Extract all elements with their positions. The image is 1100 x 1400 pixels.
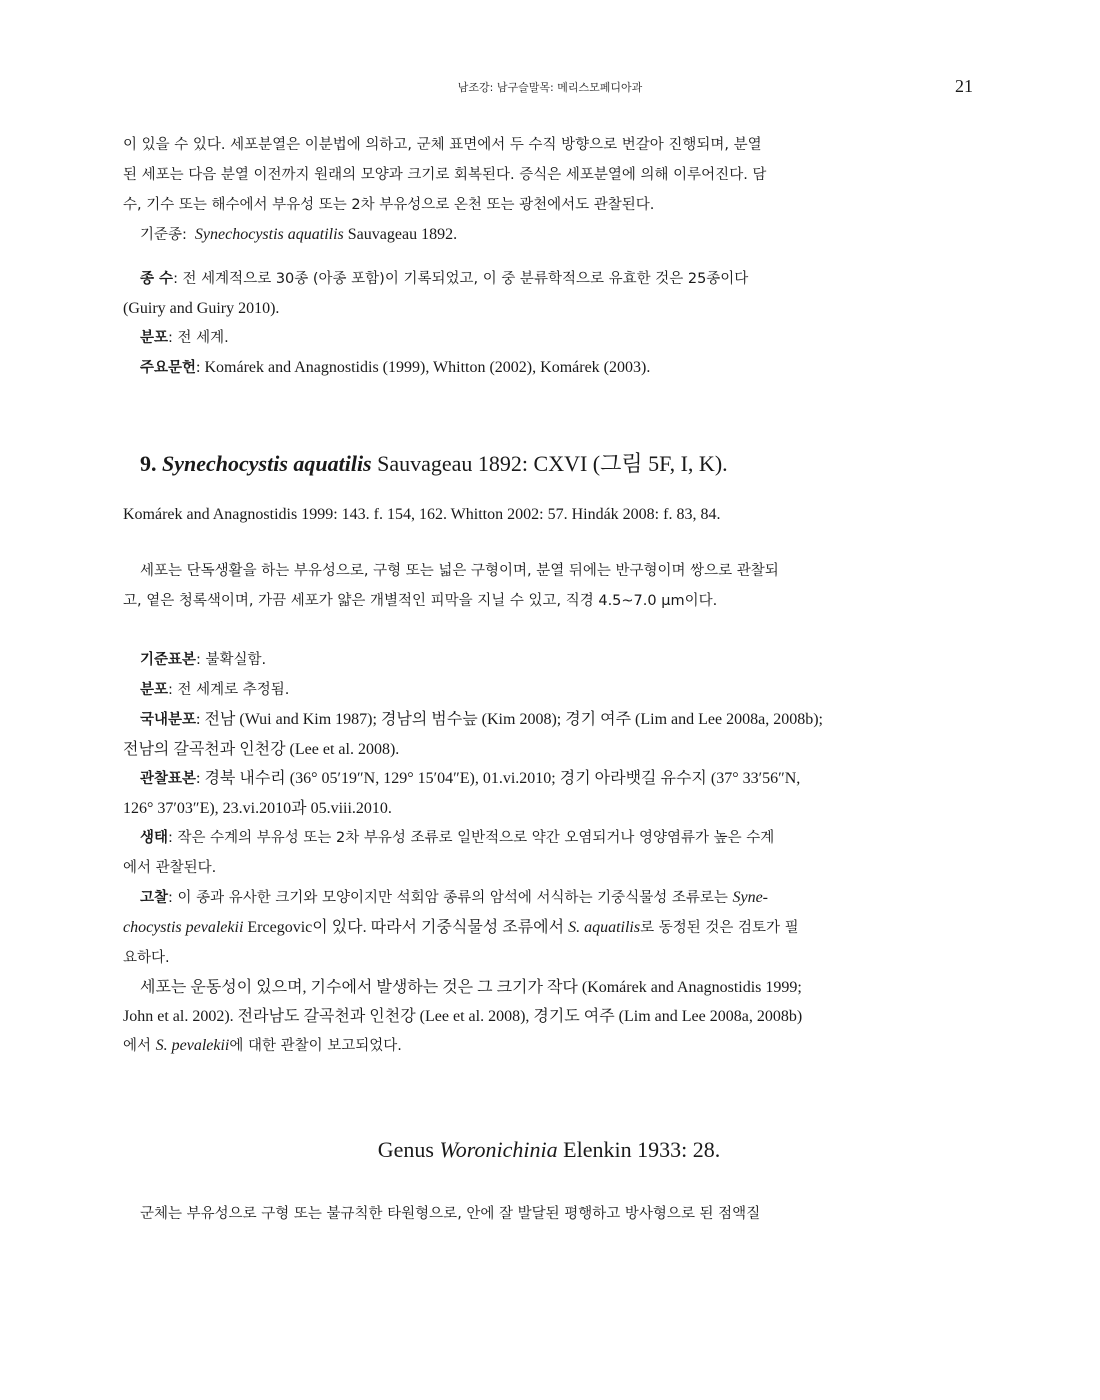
distribution-line: 분포: 전 세계로 추정됨.: [140, 682, 290, 698]
intro-line: 이 있을 수 있다. 세포분열은 이분법에 의하고, 군체 표면에서 두 수직 방향으로 번갈아 진행되며, 분열: [123, 137, 762, 153]
description-line: 고, 옅은 청록색이며, 가끔 세포가 얇은 개별적인 피막을 지닐 수 있고, 직경 4.5~7.0 μm이다.: [123, 593, 718, 609]
korean-distribution-line: 국내분포: 전남 (Wui and Kim 1987); 경남의 범수늪 (Kim 2008); 경기 여주 (Lim and Lee 2008a, 2008b);: [140, 711, 823, 728]
remarks-line: John et al. 2002). 전라남도 갈곡천과 인천강 (Lee et al. 2008), 경기도 여주 (Lim and Lee 2008a, 2008b): [123, 1008, 803, 1025]
species-count-label: 종 수: [140, 271, 174, 287]
genus-description-line: 군체는 부유성으로 구형 또는 불규칙한 타원형으로, 안에 잘 발달된 평행하고 방사형으로 된 점액질: [140, 1206, 761, 1222]
remarks-line: 고찰: 이 종과 유사한 크기와 모양이지만 석회암 종류의 암석에 서식하는 기중식물성 조류로는 Syne-: [140, 889, 768, 906]
intro-line: 된 세포는 다음 분열 이전까지 원래의 모양과 크기로 회복된다. 증식은 세포분열에 의해 이루어진다. 담: [123, 167, 767, 183]
genus-name: Woronichinia: [439, 1137, 558, 1162]
remarks-line: 세포는 운동성이 있으며, 기수에서 발생하는 것은 그 크기가 작다 (Komárek and Anagnostidis 1999;: [140, 979, 802, 996]
holotype-line: 기준표본: 불확실함.: [140, 652, 267, 668]
genus-heading: Genus Woronichinia Elenkin 1933: 28.: [377, 1137, 721, 1162]
species-count-line: (Guiry and Guiry 2010).: [123, 300, 280, 317]
ecology-line: 에서 관찰된다.: [123, 860, 217, 876]
page-number: 21: [955, 76, 973, 96]
species-citation: Komárek and Anagnostidis 1999: 143. f. 154, 162. Whitton 2002: 57. Hindák 2008: f. 83, 84.: [123, 506, 721, 523]
page-header: [125, 76, 975, 100]
species-name: Synechocystis aquatilis: [162, 451, 372, 476]
distribution-line: 분포: 전 세계.: [140, 330, 229, 346]
type-species-name: Synechocystis aquatilis: [194, 226, 344, 243]
remarks-line: 에서 S. pevalekii에 대한 관찰이 보고되었다.: [123, 1037, 402, 1054]
intro-line: 수, 기수 또는 해수에서 부유성 또는 2차 부유성으로 온천 또는 광천에서도 관찰된다.: [123, 197, 655, 213]
specimen-line: 126° 37′03″E), 23.vi.2010과 05.viii.2010.: [123, 800, 392, 817]
description-line: 세포는 단독생활을 하는 부유성으로, 구형 또는 넓은 구형이며, 분열 뒤에는 반구형이며 쌍으로 관찰되: [140, 563, 779, 579]
ecology-line: 생태: 작은 수계의 부유성 또는 2차 부유성 조류로 일반적으로 약간 오염되거나 영양염류가 높은 수계: [140, 830, 775, 846]
specimen-line: 관찰표본: 경북 내수리 (36° 05′19″N, 129° 15′04″E), 01.vi.2010; 경기 아라뱃길 유수지 (37° 33′56″N,: [140, 770, 801, 787]
remarks-line: 요하다.: [123, 950, 170, 966]
references-line: 주요문헌: Komárek and Anagnostidis (1999), Whitton (2002), Komárek (2003).: [140, 359, 651, 376]
species-count-line: 종 수: 전 세계적으로 30종 (아종 포함)이 기록되었고, 이 중 분류학적으로 유효한 것은 25종이다: [140, 271, 749, 287]
remarks-line: chocystis pevalekii Ercegovic이 있다. 따라서 기중식물성 조류에서 S. aquatilis로 동정된 것은 검토가 필: [123, 919, 799, 936]
korean-distribution-line: 전남의 갈곡천과 인천강 (Lee et al. 2008).: [123, 741, 400, 758]
type-species-line: 기준종: Synechocystis aquatilis Sauvageau 1892.: [140, 226, 458, 243]
species-heading: 9. Synechocystis aquatilis Sauvageau 1892: CXVI (그림 5F, I, K).: [140, 451, 728, 476]
page-body: [123, 130, 975, 1229]
running-head: 남조강: 남구슬말목: 메리스모페디아과: [457, 81, 643, 94]
